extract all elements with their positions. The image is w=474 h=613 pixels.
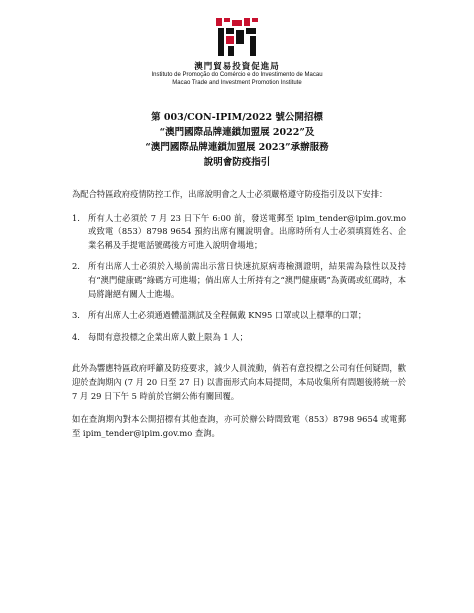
document-body — [72, 188, 406, 440]
org-name-chinese: 澳門貿易投資促進局 — [194, 62, 280, 72]
list-item — [72, 331, 406, 345]
list-item-number: 3. — [72, 310, 80, 321]
list-item — [72, 309, 406, 323]
list-item — [72, 260, 406, 301]
title-tender-number: 第 003/CON-IPIM/2022 號公開招標 — [151, 112, 323, 123]
enquiry-paragraph: 此外為響應特區政府呼籲及防疫要求，減少人員流動，倘若有意投標之公司有任何疑問，歡迎於查詢期內 (7 月 20 日至 27 日) 以書面形式向本局提問，本局收集所有問題後將統一於 7 月 29 日下午 5 時前於官網公佈有關回覆。 — [72, 363, 406, 401]
list-item-text: 所有出席人士必須於入場前需出示當日快速抗原病毒檢測證明，結果需為陰性以及持有“澳門健康碼”綠碼方可進場；倘出席人士所持有之“澳門健康碼”為黃碼或紅碼時，本局將謝絕有關人士進場。 — [88, 261, 406, 299]
ipim-logo-icon — [214, 16, 260, 58]
list-item-text: 每間有意投標之企業出席人數上限為 1 人； — [88, 331, 248, 342]
list-item-number: 4. — [72, 331, 80, 342]
title-line-2022: “澳門國際品牌連鎖加盟展 2022”及 — [159, 127, 315, 138]
document-title — [0, 110, 474, 170]
title-line-2023: “澳門國際品牌連鎖加盟展 2023”承辦服務 — [145, 142, 329, 153]
list-item-text: 所有人士必須於 7 月 23 日下午 6:00 前，發送電郵至 ipim_tender@ipim.gov.mo 或致電（853）8798 9654 預約出席有關說明會。出席時所有人士必須填寫姓名、企業名稱及手提電話號碼後方可進入說明會場地； — [88, 212, 406, 250]
organization-header — [0, 16, 474, 87]
arrangement-list — [72, 212, 406, 345]
intro-paragraph: 為配合特區政府疫情防控工作，出席說明會之人士必須嚴格遵守防疫指引及以下安排： — [72, 189, 388, 199]
list-item-number: 2. — [72, 261, 80, 272]
org-name-english: Macao Trade and Investment Promotion Institute — [172, 79, 302, 86]
org-name-portuguese: Instituto de Promoção do Comércio e do Investimento de Macau — [151, 72, 323, 78]
list-item — [72, 212, 406, 253]
list-item-text: 所有出席人士必須通過體溫測試及全程佩戴 KN95 口罩或以上標準的口罩； — [88, 310, 367, 321]
list-item-number: 1. — [72, 212, 80, 223]
contact-paragraph: 如在查詢期內對本公開招標有其他查詢，亦可於辦公時間致電（853）8798 9654 或電郵至 ipim_tender@ipim.gov.mo 查詢。 — [72, 414, 406, 438]
title-subject: 說明會防疫指引 — [203, 157, 271, 168]
